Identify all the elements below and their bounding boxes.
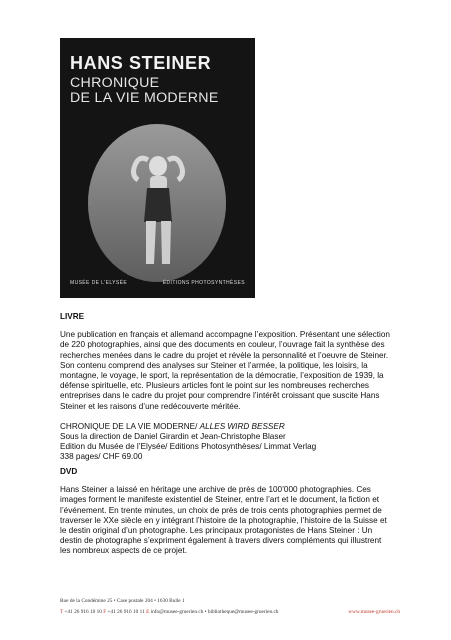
dvd-heading: DVD	[60, 467, 78, 476]
book-edition: Edition du Musée de l’Elysée/ Editions Photosynthèses/ Limmat Verlag	[60, 442, 317, 452]
paragraph-line: l’événement. En trente minutes, un choix de près de trois cents photographies permet de	[60, 505, 382, 515]
book-title-italic: ALLES WIRD BESSER	[199, 421, 285, 431]
book-title-main: CHRONIQUE DE LA VIE MODERNE/	[60, 421, 200, 431]
paragraph-line: Une publication en français et allemand accompagne l’exposition. Présentant une sélection	[60, 330, 390, 340]
footer-t-label: T	[60, 609, 64, 615]
book-pages-price: 338 pages/ CHF 69.00	[60, 452, 143, 462]
paragraph-line: les nombreux aspects de ce projet.	[60, 546, 187, 556]
paragraph-line: destin de photographe s’expriment également à travers divers compléments qui illustrent	[60, 536, 382, 546]
book-cover-image	[60, 38, 255, 298]
cover-subtitle	[70, 76, 219, 106]
paragraph-line: Steiner et les raisons d’une redécouverte méritée.	[60, 401, 241, 411]
woman-swimsuit-photo	[88, 124, 226, 282]
paragraph-line: entreprises dans le cadre du projet pour comprendre l’intérêt croissant que suscite Hans	[60, 391, 380, 401]
livre-heading: LIVRE	[60, 312, 85, 321]
cover-subtitle-line-1: CHRONIQUE	[70, 75, 160, 91]
footer-website-link[interactable]: www.musee-gruerien.ch	[348, 609, 400, 615]
paragraph-line: Son contenu comprend des analyses sur Steiner et l’armée, la politique, les loisirs, la	[60, 360, 368, 370]
footer-fax: +41 26 916 10 11	[107, 609, 145, 615]
footer-e-label: E	[146, 609, 150, 615]
footer-email: info@musee-gruerien.ch • bibliotheque@musee-gruerien.ch	[150, 609, 279, 615]
footer-f-label: F	[103, 609, 107, 615]
porthole-photo	[88, 124, 226, 282]
page-footer	[60, 596, 400, 618]
paragraph-line: recherches menées dans le cadre du projet et révèle la personnalité et l’oeuvre de Steiner.	[60, 350, 389, 360]
livre-paragraph	[60, 330, 396, 412]
livre-section	[60, 312, 396, 463]
paragraph-line: montagne, le voyage, le sport, la représentation de la démocratie, l’exposition de 1939, la	[60, 371, 384, 381]
paragraph-line: Hans Steiner a laissé en héritage une archive de près de 100’000 photographies. Ces	[60, 485, 371, 495]
book-direction: Sous la direction de Daniel Girardin et Jean-Christophe Blaser	[60, 432, 286, 442]
paragraph-line: de 220 photographies, ainsi que des documents en couleur, l’ouvrage fait la synthèse des	[60, 340, 385, 350]
dvd-section	[60, 467, 396, 557]
paragraph-line: défense spirituelle, etc. Plusieurs articles font le point sur les nombreuses recherches	[60, 381, 370, 391]
footer-phone: +41 26 916 10 10	[64, 609, 102, 615]
footer-address: Rue de la Condémine 25 • Case postale 204 • 1630 Bulle 1	[60, 598, 185, 604]
cover-publisher-right: ÉDITIONS PHOTOSYNTHÈSES	[162, 280, 245, 286]
book-title	[60, 422, 396, 432]
paragraph-line: le destin original d’un photographe. Les principaux protagonistes de Hans Steiner : Un	[60, 526, 373, 536]
dvd-paragraph	[60, 485, 396, 556]
paragraph-line: images forment le manifeste existentiel de Steiner, entre l’art et le document, la fiction et	[60, 495, 380, 505]
cover-subtitle-line-2: DE LA VIE MODERNE	[70, 90, 219, 106]
cover-publisher-left: MUSÉE DE L'ELYSÉE	[70, 280, 128, 286]
cover-title: HANS STEINER	[70, 53, 212, 73]
paragraph-line: traverser le XXe siècle en y intégrant l’histoire de la photographie, l’histoire de la Suisse et	[60, 515, 387, 525]
